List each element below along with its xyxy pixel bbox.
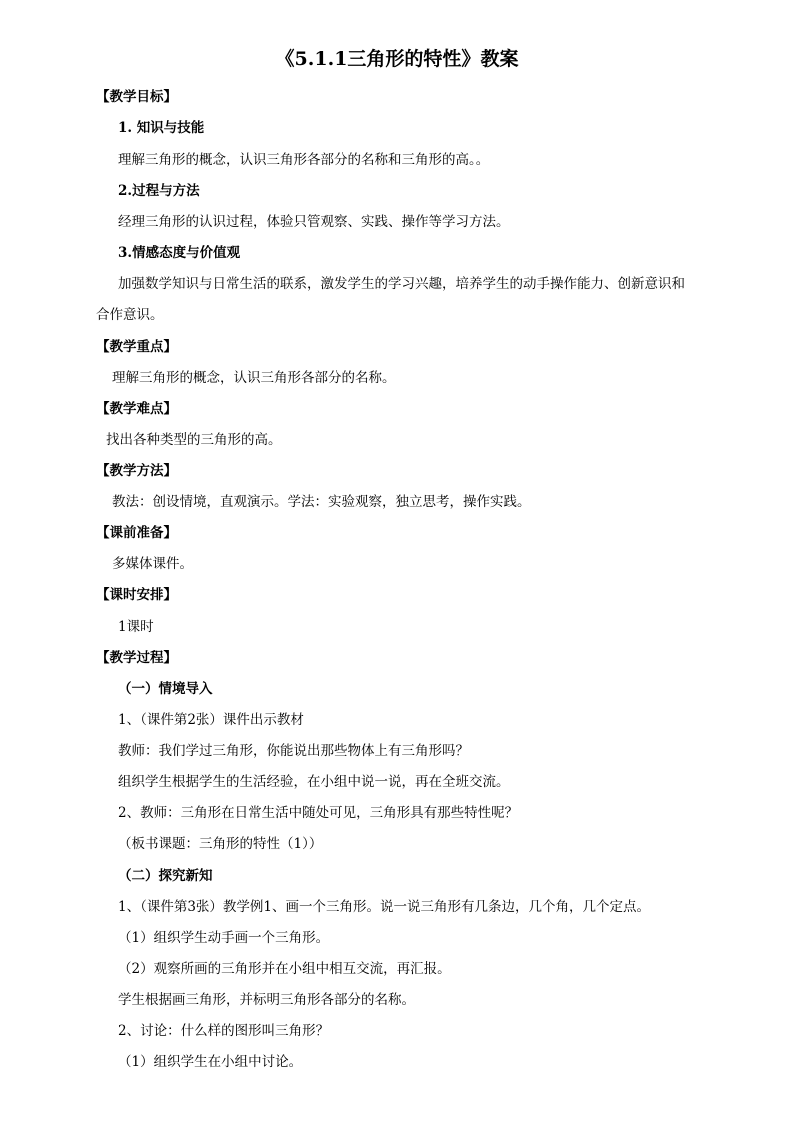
paragraph-process-step: 2、教师：三角形在日常生活中随处可见，三角形具有那些特性呢？ [118, 805, 519, 821]
paragraph-process-step: 组织学生根据学生的生活经验，在小组中说一说，再在全班交流。 [118, 774, 510, 790]
section-heading-difficulties: 【教学难点】 [96, 401, 177, 417]
paragraph-schedule: 1课时 [118, 619, 154, 635]
paragraph-process-step: （1）组织学生动手画一个三角形。 [118, 930, 330, 946]
paragraph-process-step: 2、讨论：什么样的图形叫三角形？ [118, 1023, 330, 1039]
subheading-scenario-intro: （一）情境导入 [118, 681, 213, 697]
subheading-attitude-values: 3.情感态度与价值观 [118, 245, 241, 261]
paragraph-attitude-values-cont: 合作意识。 [96, 307, 164, 323]
paragraph-process-step: 学生根据画三角形，并标明三角形各部分的名称。 [118, 992, 415, 1008]
subheading-explore-new: （二）探究新知 [118, 868, 213, 884]
section-heading-preparation: 【课前准备】 [96, 525, 177, 541]
paragraph-attitude-values: 加强数学知识与日常生活的联系，激发学生的学习兴趣，培养学生的动手操作能力、创新意识和 [118, 276, 685, 292]
paragraph-key-points: 理解三角形的概念，认识三角形各部分的名称。 [112, 370, 396, 386]
document-title: 《5.1.1三角形的特性》教案 [275, 48, 519, 70]
paragraph-methods: 教法：创设情境，直观演示。学法：实验观察，独立思考，操作实践。 [112, 494, 531, 510]
paragraph-difficulties: 找出各种类型的三角形的高。 [106, 432, 282, 448]
section-heading-process: 【教学过程】 [96, 650, 177, 666]
section-heading-schedule: 【课时安排】 [96, 587, 177, 603]
subheading-process-methods: 2.过程与方法 [118, 183, 200, 199]
paragraph-process-step: 1、（课件第2张）课件出示教材 [118, 712, 304, 728]
section-heading-key-points: 【教学重点】 [96, 339, 177, 355]
paragraph-process-step: （板书课题：三角形的特性（1）） [118, 836, 323, 852]
section-heading-teaching-objectives: 【教学目标】 [96, 89, 177, 105]
paragraph-process-step: 1、（课件第3张）教学例1、画一个三角形。说一说三角形有几条边，几个角，几个定点。 [118, 899, 651, 915]
section-heading-methods: 【教学方法】 [96, 463, 177, 479]
paragraph-process-step: 教师：我们学过三角形，你能说出那些物体上有三角形吗？ [118, 743, 469, 759]
subheading-knowledge-skills: 1. 知识与技能 [118, 120, 205, 136]
paragraph-preparation: 多媒体课件。 [112, 556, 193, 572]
paragraph-process-step: （2）观察所画的三角形并在小组中相互交流，再汇报。 [118, 961, 451, 977]
paragraph-knowledge-skills: 理解三角形的概念，认识三角形各部分的名称和三角形的高。。 [118, 152, 490, 168]
paragraph-process-step: （1）组织学生在小组中讨论。 [118, 1054, 303, 1070]
paragraph-process-methods: 经理三角形的认识过程，体验只管观察、实践、操作等学习方法。 [118, 214, 510, 230]
